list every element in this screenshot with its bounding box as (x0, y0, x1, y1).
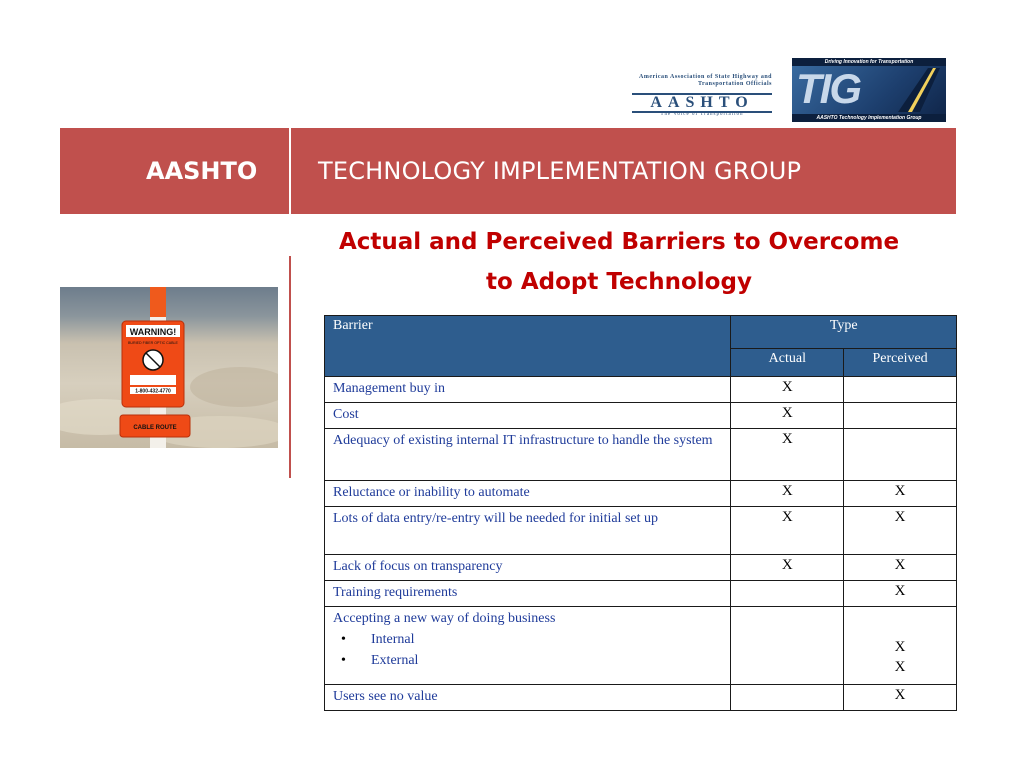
actual-cell: X (731, 481, 844, 507)
barrier-sub-list (333, 629, 722, 671)
barrier-sub-item: • Internal (371, 629, 722, 650)
barrier-cell: Lack of focus on transparency (325, 555, 731, 581)
actual-cell (731, 581, 844, 607)
table-row (325, 555, 957, 581)
barrier-cell: Users see no value (325, 685, 731, 711)
barrier-cell: Cost (325, 403, 731, 429)
barrier-cell: Reluctance or inability to automate (325, 481, 731, 507)
photo-scene (60, 287, 278, 448)
sign-phone-text: 1-800-432-4770 (135, 388, 171, 395)
perceived-cell (844, 377, 957, 403)
header-left-label: AASHTO (146, 157, 258, 185)
slide-title-line-2: to Adopt Technology (486, 269, 752, 295)
table-row (325, 481, 957, 507)
actual-cell: X (731, 555, 844, 581)
barrier-cell: Management buy in (325, 377, 731, 403)
header-band (60, 128, 956, 214)
sign-warning-text: WARNING! (129, 327, 177, 337)
barrier-cell: Adequacy of existing internal IT infrastructure to handle the system (325, 429, 731, 481)
perceived-cell: X (844, 555, 957, 581)
barrier-cell: Lots of data entry/re-entry will be needed for initial set up (325, 507, 731, 555)
table-row (325, 507, 957, 555)
slide-title-line-1: Actual and Perceived Barriers to Overcome (338, 229, 900, 255)
accent-line (289, 256, 291, 478)
table-row (325, 403, 957, 429)
tig-logo-word: TIG (796, 65, 860, 112)
tig-logo (792, 58, 946, 122)
table-row (325, 377, 957, 403)
table-header-row (325, 316, 957, 349)
actual-cell: X (731, 507, 844, 555)
perceived-cell: X (844, 481, 957, 507)
actual-cell: X (731, 403, 844, 429)
road-icon (880, 68, 940, 112)
tig-logo-bottom: AASHTO Technology Implementation Group (792, 114, 946, 122)
perceived-mark: X (894, 639, 906, 655)
aashto-logo-tagline: The Voice of Transportation (660, 112, 744, 117)
perceived-cell (844, 607, 957, 685)
barrier-sub-item: • External (371, 650, 722, 671)
aashto-logo-word: AASHTO (632, 93, 772, 113)
perceived-cell (844, 429, 957, 481)
perceived-cell: X (844, 507, 957, 555)
barrier-cell: Training requirements (325, 581, 731, 607)
warning-sign-photo (60, 287, 278, 448)
table-row (325, 581, 957, 607)
header-perceived: Perceived (844, 348, 957, 376)
tig-logo-top: Driving Innovation for Transportation (792, 58, 946, 66)
table-row (325, 685, 957, 711)
aashto-logo-lines: American Association of State Highway and Transportation Officials (639, 74, 772, 87)
table-row (325, 429, 957, 481)
aashto-logo (632, 74, 772, 120)
table-row (325, 607, 957, 685)
barrier-text: Accepting a new way of doing business (333, 611, 556, 626)
barrier-cell (325, 607, 731, 685)
actual-cell: X (731, 377, 844, 403)
header-divider (289, 128, 291, 214)
actual-cell: X (731, 429, 844, 481)
barriers-table (324, 315, 957, 711)
slide-title (306, 222, 932, 302)
perceived-cell: X (844, 581, 957, 607)
perceived-cell (844, 403, 957, 429)
header-right-label: TECHNOLOGY IMPLEMENTATION GROUP (318, 157, 802, 185)
perceived-cell: X (844, 685, 957, 711)
sign-line-text: BURIED FIBER OPTIC CABLE (128, 341, 178, 345)
sign-route-text: CABLE ROUTE (133, 425, 177, 431)
actual-cell (731, 607, 844, 685)
perceived-mark: X (894, 659, 906, 675)
header-actual: Actual (731, 348, 844, 376)
header-type: Type (731, 316, 957, 349)
header-barrier: Barrier (325, 316, 731, 377)
actual-cell (731, 685, 844, 711)
